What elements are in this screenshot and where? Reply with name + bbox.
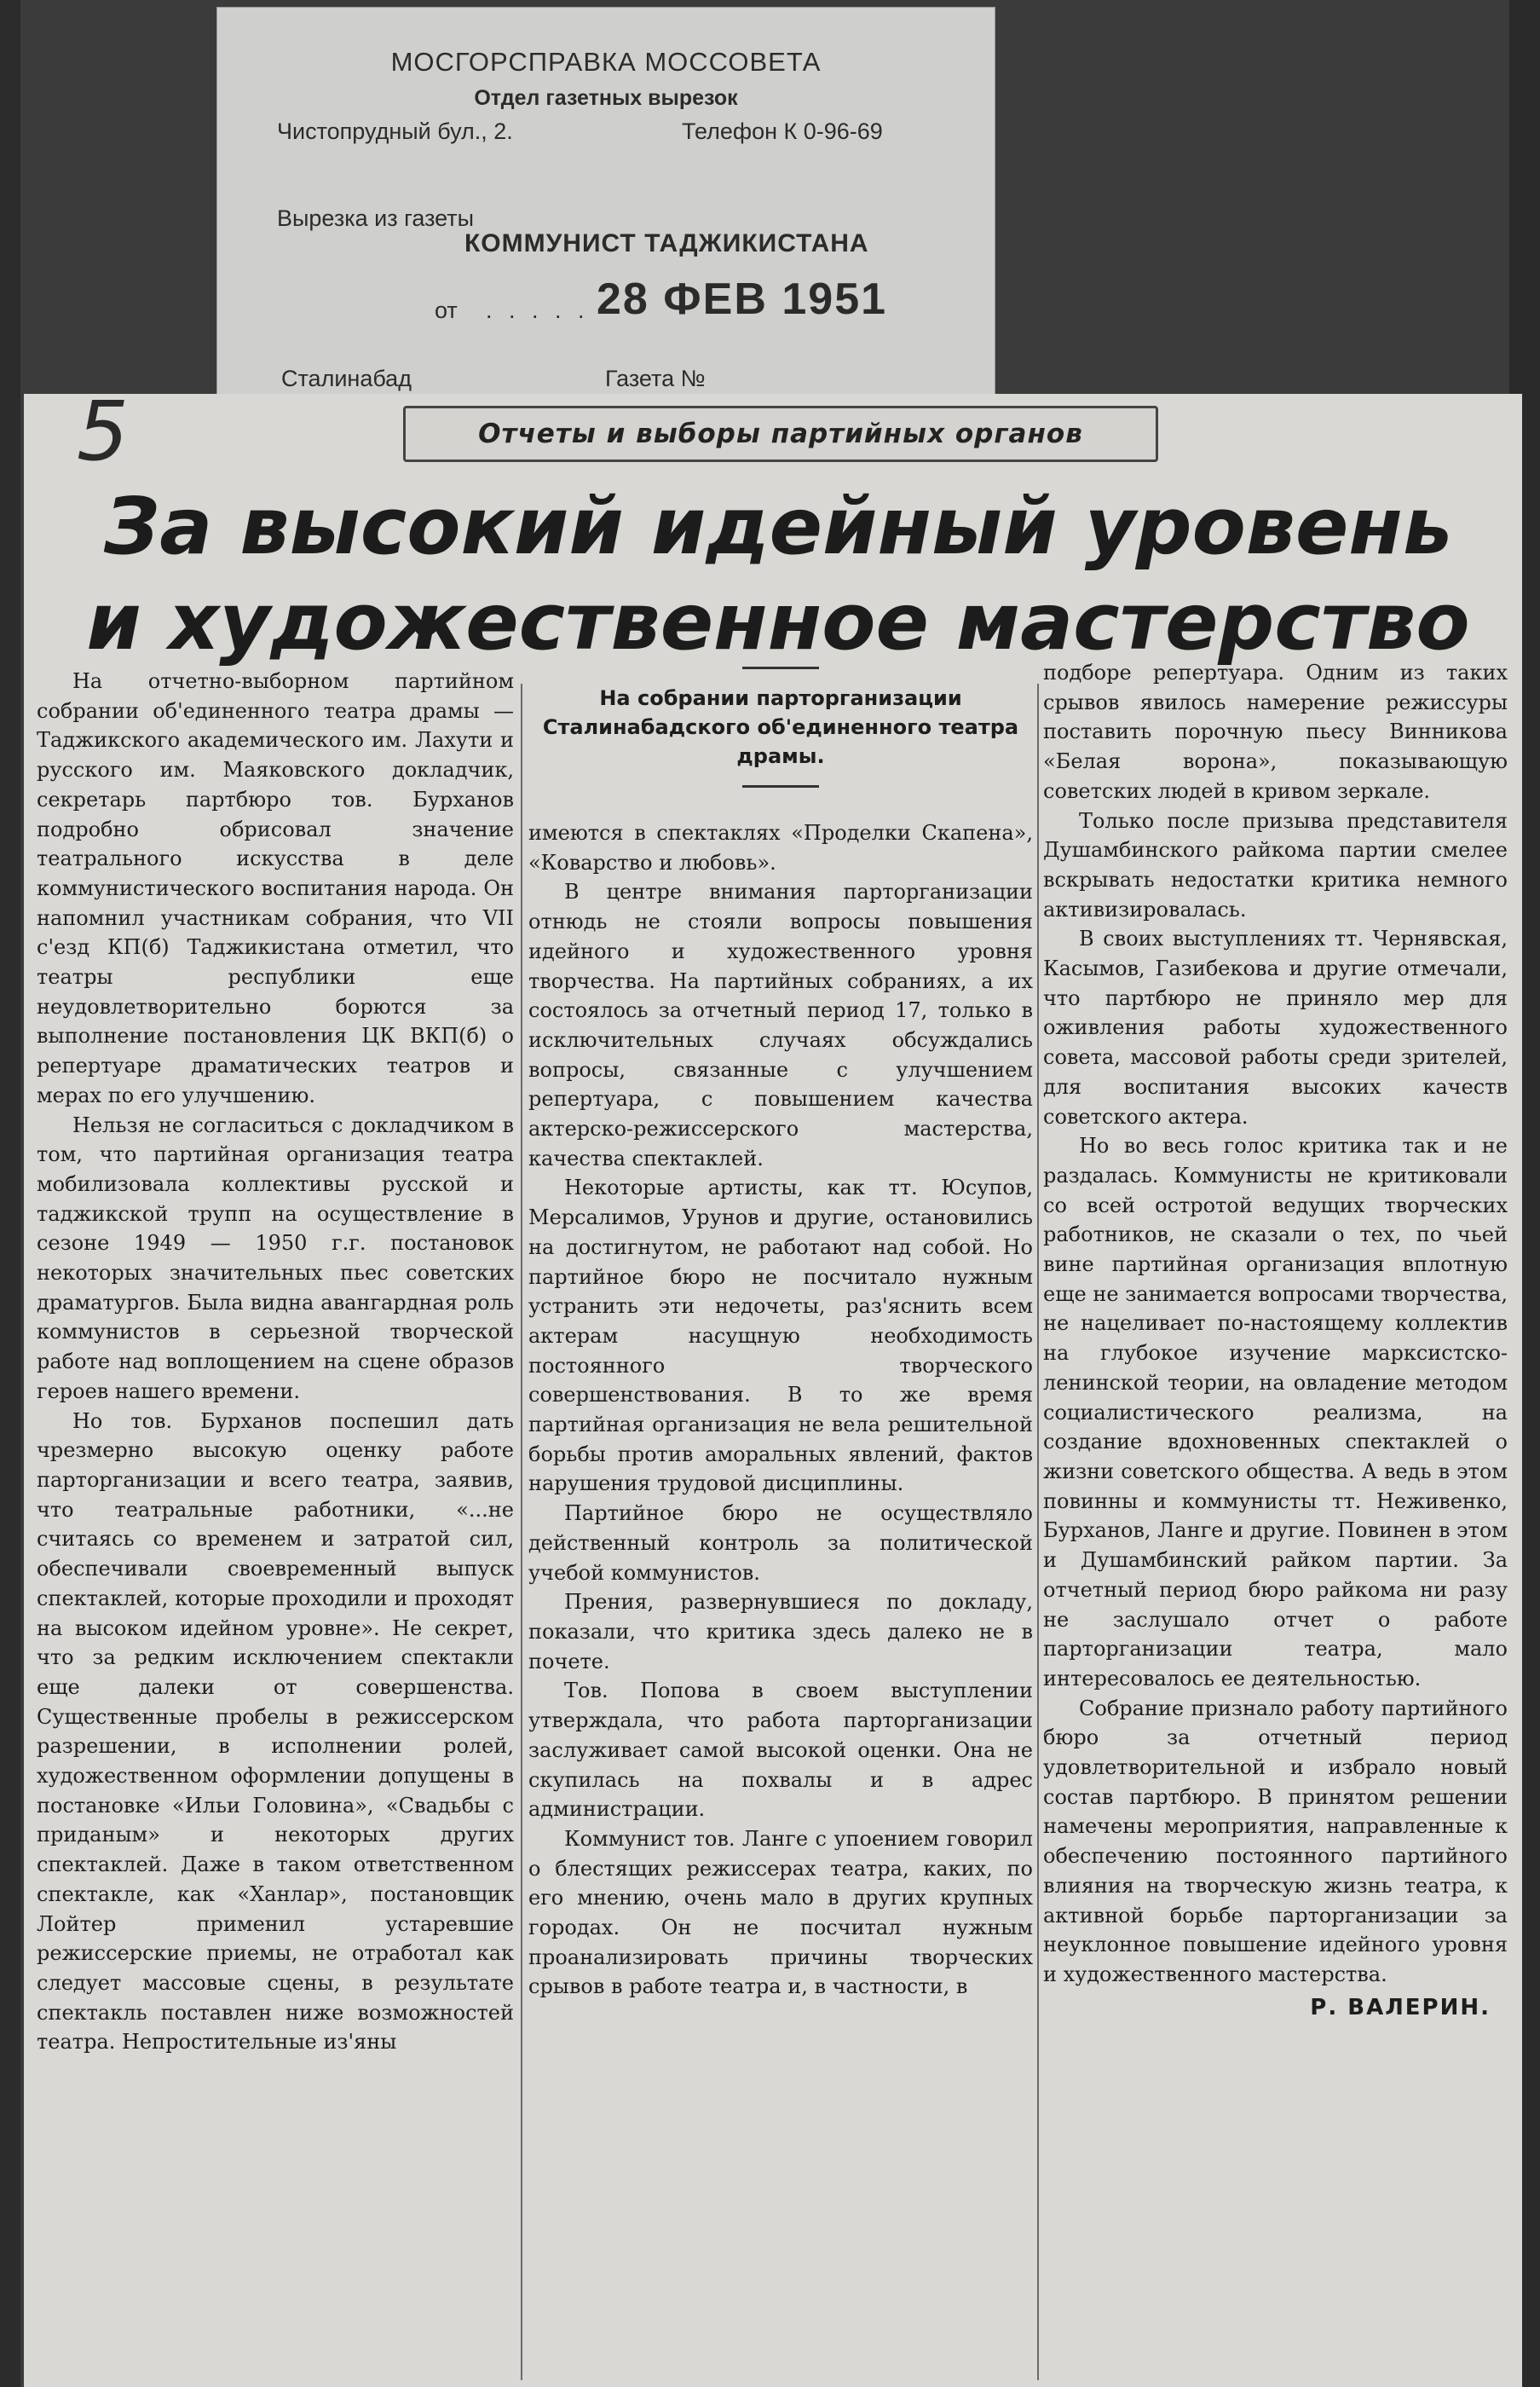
paragraph: Но тов. Бурханов поспешил дать чрезмерно высокую оценку работе парторганизации и всего театра, заявив, что театральные работники, «...не считаясь со временем и затратой сил, обеспечивали своевременный выпуск спектаклей, которые проходили и проходят на высоком идейном уровне». Не секрет, что за редким исключением спектакли еще далеки от совершенства. Существенные пробелы в режиссерском разрешении, в исполнении ролей, художественном оформлении допущены в постановке «Ильи Головина», «Свадьбы с приданым» и некоторых других спектаклей. Даже в таком ответственном спектакле, как «Ханлар», постановщик Лойтер применил устаревшие режиссерские приемы, не отработал как следует массовые сцены, в результате спектакль поставлен ниже возможностей театра. Непростительные из'яны: [37, 1408, 514, 2055]
paragraph: Некоторые артисты, как тт. Юсупов, Мерсалимов, Урунов и другие, остановились на достигнутом, не работают над собой. Но партийное бюро не посчитало нужным устранить эти недочеты, раз'яснить всем актерам насущную необходимость постоянного творческого совершенствования. В то же время партийная организация не вела решительной борьбы против аморальных явлений, фактов нарушения трудовой дисциплины.: [528, 1176, 1033, 1496]
slip-city: Сталинабад: [281, 366, 412, 391]
paragraph: На отчетно-выборном партийном собрании об'единенного театра драмы — Таджикского академического им. Лахути и русского им. Маяковского докладчик, секретарь партбюро тов. Бурханов подробно обрисовал значение театрального искусства в деле коммунистического воспитания народа. Он напомнил участникам собрания, что VII с'езд КП(б) Таджикистана отметил, что театры республики еще неудовлетворительно борются за выполнение постановления ЦК ВКП(б) о репертуаре драматических театров и мерах по его улучшению.: [37, 669, 514, 1107]
slip-address: Чистопрудный бул., 2.: [277, 118, 513, 144]
slip-date-stamp: 28 ФЕВ 1951: [597, 275, 888, 324]
slip-date-label: от: [435, 298, 458, 323]
article-column-3: [1043, 658, 1508, 2022]
paragraph: Собрание признало работу партийного бюро за отчетный период удовлетворительной и избрало новый состав партбюро. В принятом решении намечены мероприятия, направленные к обеспечению постоянного партийного влияния на творческую жизнь театра, к активной борьбе парторганизации за неуклонное повышение идейного уровня и художественного мастерства.: [1043, 1696, 1508, 1986]
author-signature: Р. ВАЛЕРИН.: [1310, 1994, 1491, 2020]
paragraph: Партийное бюро не осуществляло действенный контроль за политической учебой коммунистов.: [528, 1501, 1033, 1585]
handwritten-margin-mark: 5: [77, 384, 130, 479]
clipping-service-slip: [216, 7, 995, 435]
paragraph: имеются в спектаклях «Проделки Скапена», «Коварство и любовь».: [528, 821, 1033, 875]
article-subheading: На собрании парторганизации Сталинабадского об'единенного театра драмы.: [537, 667, 1024, 788]
slip-gazette-number: Газета №: [605, 366, 706, 391]
paragraph: В центре внимания парторганизации отнюдь не стояли вопросы повышения идейного и художественного уровня творчества. На партийных собраниях, а их состоялось за отчетный период 17, только в исключительных случаях обсуждались вопросы, связанные с улучшением репертуара, с повышением качества актерско-режиссерского мастерства, качества спектаклей.: [528, 880, 1033, 1170]
slip-date-dots: . . . . .: [486, 298, 590, 323]
rubric-box: [403, 406, 1158, 462]
headline-line-2: и художественное мастерство: [86, 576, 1470, 668]
paragraph: В своих выступлениях тт. Чернявская, Касымов, Газибекова и другие отмечали, что партбюро не приняло мер для оживления работы художественного совета, массовой работы среди зрителей, для воспитания высоких качеств советского актера.: [1043, 927, 1508, 1129]
headline-line-1: За высокий идейный уровень: [103, 481, 1453, 572]
column-rule-1: [521, 684, 522, 2380]
slip-organization: МОСГОРСПРАВКА МОССОВЕТА: [390, 47, 822, 77]
scan-border-left: [0, 0, 20, 2387]
newspaper-clipping: [24, 384, 1522, 2387]
paragraph: Нельзя не согласиться с докладчиком в том, что партийная организация театра мобилизовала коллективы русской и таджикской трупп на осуществление в сезоне 1949 — 1950 г.г. постановок некоторых значительных пьес советских драматургов. Была видна авангардная роль коммунистов в серьезной творческой работе над воплощением на сцене образов героев нашего времени.: [37, 1113, 514, 1403]
paragraph: Но во весь голос критика так и не раздалась. Коммунисты не критиковали со всей остротой ведущих творческих работников, не сказали о тех, по чьей вине партийная организация вплотную еще не занимается вопросами творчества, не нацеливает по-настоящему коллектив на глубокое изучение марксистско-ленинской теории, на овладение методом социалистического реализма, на создание вдохновенных спектаклей о жизни советского общества. А ведь в этом повинны и коммунисты тт. Неживенко, Бурханов, Ланге и другие. Повинен в этом и Душамбинский райком партии. За отчетный период бюро райкома ни разу не заслушало отчет о работе парторганизации театра, мало интересовалось ее деятельностью.: [1043, 1134, 1508, 1691]
paragraph: Только после призыва представителя Душамбинского райкома партии смелее вскрывать недостатки критика немного активизировалась.: [1043, 808, 1508, 922]
article-headline: [58, 479, 1498, 670]
paragraph: Коммунист тов. Ланге с упоением говорил о блестящих режиссерах театра, каких, по его мнению, очень мало в других крупных городах. Он не посчитал нужным проанализировать причины творческих срывов в работе театра и, в частности, в: [528, 1826, 1033, 1999]
rubric-title: Отчеты и выборы партийных органов: [478, 419, 1083, 449]
article-column-2: [528, 667, 1033, 2002]
paragraph: Тов. Попова в своем выступлении утверждала, что работа парторганизации заслуживает самой высокой оценки. Она не скупилась на похвалы и в адрес администрации.: [528, 1679, 1033, 1822]
paragraph: Прения, развернувшиеся по докладу, показали, что критика здесь далеко не в почете.: [528, 1590, 1033, 1673]
slip-phone: Телефон К 0-96-69: [682, 118, 883, 144]
column-rule-2: [1037, 684, 1039, 2380]
slip-newspaper-name: КОММУНИСТ ТАДЖИКИСТАНА: [464, 229, 869, 257]
article-column-1: [37, 667, 514, 2057]
slip-department: Отдел газетных вырезок: [474, 86, 738, 110]
paragraph: подборе репертуара. Одним из таких срывов явилось намерение режиссуры поставить порочную пьесу Винникова «Белая ворона», показывающую советских людей в кривом зеркале.: [1043, 661, 1508, 803]
slip-clip-label: Вырезка из газеты: [277, 205, 475, 231]
